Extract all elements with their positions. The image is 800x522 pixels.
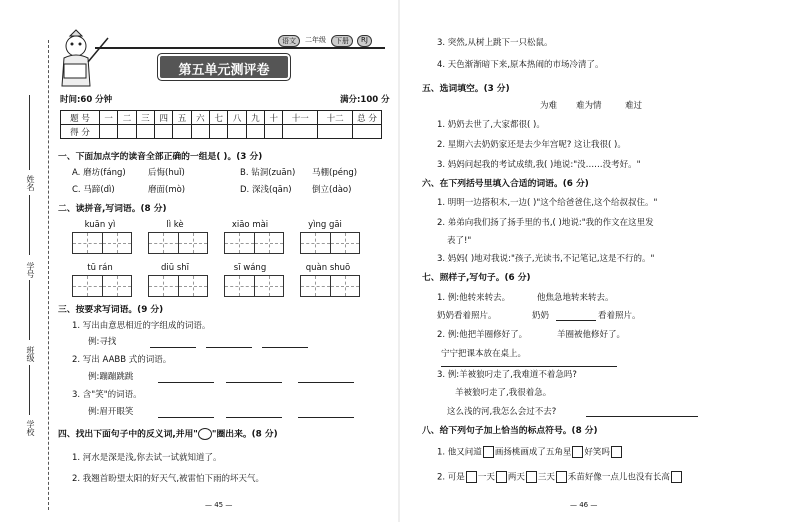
score-input-cell[interactable] <box>318 125 353 139</box>
answer-line[interactable] <box>158 382 214 383</box>
q3-example1: 例:寻找 <box>88 337 117 347</box>
pinyin-label: kuān yì <box>84 220 116 230</box>
badge-subject: 语文 <box>278 35 300 47</box>
q7-example3-answer: 羊被狼叼走了,我很着急。 <box>455 388 552 398</box>
binding-label-school: 学校 <box>26 420 35 436</box>
binding-line <box>29 365 30 415</box>
score-cell: 十一 <box>283 111 318 125</box>
q7-prompt2: 宁宁把课本放在桌上。 <box>441 349 527 359</box>
score-table <box>60 110 382 139</box>
q3-title: 三、按要求写词语。(9 分) <box>58 305 164 315</box>
q6-sentence1: 1. 明明一边搭积木,一边( )"这个给爸爸住,这个给叔叔住。" <box>437 198 658 208</box>
score-input-cell[interactable] <box>246 125 264 139</box>
binding-line <box>29 95 30 170</box>
score-cell: 八 <box>228 111 246 125</box>
score-input-cell[interactable] <box>283 125 318 139</box>
pinyin-label: yìng gāi <box>308 220 342 230</box>
score-cell: 一 <box>100 111 118 125</box>
q7-example1-answer: 他焦急地转来转去。 <box>537 293 614 303</box>
answer-line[interactable] <box>262 347 308 348</box>
q1-option-b2: 马棚(péng) <box>312 168 358 178</box>
q-top-sentence4: 4. 天色渐渐暗下来,原本热闹的市场冷清了。 <box>437 60 604 70</box>
q1-option-c1: C. 马蹄(dì) <box>72 185 115 195</box>
q5-title: 五、选词填空。(3 分) <box>422 84 510 94</box>
q6-title: 六、在下列括号里填入合适的词语。(6 分) <box>422 179 589 189</box>
writing-grid[interactable] <box>72 275 132 297</box>
q4-title <box>58 428 278 441</box>
student-cartoon-illustration <box>50 28 110 90</box>
q4-sentence1: 1. 河水是深是浅,你去试一试就知道了。 <box>72 453 222 463</box>
score-cell: 九 <box>246 111 264 125</box>
q1-option-a1: A. 磨坊(fáng) <box>72 168 126 178</box>
punctuation-box[interactable] <box>572 446 583 458</box>
binding-label-number: 学号 <box>26 262 35 278</box>
q5-word: 难为情 <box>576 101 602 111</box>
score-label: 满分:100 分 <box>340 95 390 105</box>
page-title: 第五单元测评卷 <box>178 63 270 78</box>
q7-prompt1-start: 奶奶 <box>532 311 550 321</box>
score-input-cell[interactable] <box>136 125 154 139</box>
binding-label-name: 姓名 <box>26 175 35 191</box>
page-number-right: — 46 — <box>570 501 598 509</box>
score-input-cell[interactable] <box>155 125 173 139</box>
punctuation-box[interactable] <box>556 471 567 483</box>
q8-title: 八、给下列句子加上恰当的标点符号。(8 分) <box>422 426 598 436</box>
score-input-cell[interactable] <box>228 125 246 139</box>
q-top-sentence3: 3. 突然,从树上跳下一只松鼠。 <box>437 38 553 48</box>
score-input-cell[interactable] <box>265 125 283 139</box>
badge-term: 下册 <box>331 35 353 47</box>
q3-item1: 1. 写出由意思相近的字组成的词语。 <box>72 321 211 331</box>
score-row-label: 得 分 <box>61 125 100 139</box>
q4-sentence2: 2. 我翘首盼望太阳的好天气,被雷怕下雨的坏天气。 <box>72 474 265 484</box>
pinyin-label: quàn shuō <box>305 263 351 273</box>
header-rule <box>95 47 385 49</box>
q1-option-c2: 磨面(mò) <box>148 185 186 195</box>
q5-sentence2: 2. 星期六去奶奶家还是去少年宫呢? 这让我很( )。 <box>437 140 626 150</box>
binding-line <box>29 195 30 255</box>
q8-s1-part: 1. 他又问道 <box>437 447 482 458</box>
score-input-cell[interactable] <box>100 125 118 139</box>
writing-grid[interactable] <box>148 232 208 254</box>
page-number-left: — 45 — <box>205 501 233 509</box>
q4-title-pre: 四、找出下面句子中的反义词,并用" <box>58 429 198 440</box>
answer-line[interactable] <box>158 417 214 418</box>
score-cell: 五 <box>173 111 191 125</box>
q8-s2-part: 2. 可是 <box>437 472 465 483</box>
q3-example3: 例:眉开眼笑 <box>88 407 134 417</box>
badge-edition: RJ <box>357 35 372 47</box>
q5-word: 为难 <box>540 101 558 111</box>
pinyin-label: diū shī <box>160 263 190 273</box>
time-label: 时间:60 分钟 <box>60 95 113 105</box>
score-input-cell[interactable] <box>210 125 228 139</box>
score-cell: 总 分 <box>353 111 382 125</box>
q5-sentence3: 3. 妈妈问起我的考试成绩,我( )地说:"没……没考好。" <box>437 160 641 170</box>
pinyin-label: lì kè <box>166 220 184 230</box>
answer-line[interactable] <box>206 347 252 348</box>
pinyin-label: xiāo mài <box>231 220 269 230</box>
score-cell: 六 <box>191 111 209 125</box>
writing-grid[interactable] <box>72 232 132 254</box>
q8-sentence2 <box>437 471 683 484</box>
q7-example1: 1. 例:他转来转去。 <box>437 293 511 303</box>
badge-grade: 二年级 <box>305 36 326 44</box>
q7-prompt1: 奶奶看着照片。 <box>437 311 497 321</box>
q6-sentence2a: 2. 弟弟向我们扬了扬手里的书,( )地说:"我的作文在这里发 <box>437 218 654 228</box>
q1-option-b1: B. 钻洞(zuān) <box>240 168 296 178</box>
q8-s2-part: 一天 <box>477 472 495 483</box>
answer-line[interactable] <box>586 416 698 417</box>
writing-grid[interactable] <box>148 275 208 297</box>
q7-prompt1-end: 看着照片。 <box>598 311 641 321</box>
binding-label-class: 班级 <box>26 346 35 362</box>
q6-sentence3: 3. 妈妈( )地对我说:"孩子,光读书,不记笔记,这是不行的。" <box>437 254 655 264</box>
q7-example2: 2. 例:他把羊圈修好了。 <box>437 330 528 340</box>
circle-icon <box>198 428 212 440</box>
punctuation-box[interactable] <box>611 446 622 458</box>
score-input-cell[interactable] <box>353 125 382 139</box>
q8-s2-part: 三天 <box>537 472 555 483</box>
answer-line[interactable] <box>226 382 282 383</box>
score-cell: 三 <box>136 111 154 125</box>
q1-option-d2: 倒立(dào) <box>312 185 352 195</box>
punctuation-box[interactable] <box>483 446 494 458</box>
q2-title: 二、读拼音,写词语。(8 分) <box>58 204 167 214</box>
q8-s2-part: 两天 <box>507 472 525 483</box>
answer-line[interactable] <box>150 347 196 348</box>
writing-grid[interactable] <box>300 232 360 254</box>
answer-line[interactable] <box>441 366 617 367</box>
q1-option-a2: 后悔(huǐ) <box>148 168 185 178</box>
punctuation-box[interactable] <box>496 471 507 483</box>
binding-line <box>29 280 30 340</box>
q3-item2: 2. 写出 AABB 式的词语。 <box>72 355 172 365</box>
punctuation-box[interactable] <box>466 471 477 483</box>
q8-s2-part: 禾苗好像一点儿也没有长高 <box>567 472 670 483</box>
writing-grid[interactable] <box>300 275 360 297</box>
punctuation-box[interactable] <box>671 471 682 483</box>
answer-line[interactable] <box>556 320 596 321</box>
score-cell: 四 <box>155 111 173 125</box>
writing-grid[interactable] <box>224 275 284 297</box>
q6-sentence2b: 表了!" <box>447 236 472 246</box>
q8-s1-part: 好笑吗 <box>584 447 610 458</box>
q5-word: 难过 <box>625 101 643 111</box>
q8-sentence1 <box>437 446 623 459</box>
q7-example2-answer: 羊圈被他修好了。 <box>557 330 626 340</box>
score-table-header-row <box>61 111 382 125</box>
q1-option-d1: D. 深浅(qān) <box>240 185 292 195</box>
q7-example3: 3. 例:羊被狼叼走了,我难道不着急吗? <box>437 370 577 380</box>
pinyin-label: tū rán <box>87 263 113 273</box>
score-cell: 题 号 <box>61 111 100 125</box>
q4-title-post: "圈出来。(8 分) <box>211 429 278 440</box>
answer-line[interactable] <box>226 417 282 418</box>
score-cell: 十 <box>265 111 283 125</box>
score-cell: 七 <box>210 111 228 125</box>
q3-item3: 3. 含"笑"的词语。 <box>72 390 142 400</box>
score-input-cell[interactable] <box>118 125 136 139</box>
punctuation-box[interactable] <box>526 471 537 483</box>
q7-prompt3: 这么浅的河,我怎么会过不去? <box>447 407 557 417</box>
q3-example2: 例:蹦蹦跳跳 <box>88 372 134 382</box>
answer-line[interactable] <box>298 417 354 418</box>
answer-line[interactable] <box>298 382 354 383</box>
score-cell: 十二 <box>318 111 353 125</box>
score-input-cell[interactable] <box>191 125 209 139</box>
score-cell: 二 <box>118 111 136 125</box>
writing-grid[interactable] <box>224 232 284 254</box>
q7-title: 七、照样子,写句子。(6 分) <box>422 273 531 283</box>
score-input-cell[interactable] <box>173 125 191 139</box>
q1-title: 一、下面加点字的读音全部正确的一组是( )。(3 分) <box>58 152 263 162</box>
header-badges <box>278 35 372 47</box>
q5-sentence1: 1. 奶奶去世了,大家都很( )。 <box>437 120 545 130</box>
score-table-score-row <box>61 125 382 139</box>
q8-s1-part: 画扬桃画成了五角星 <box>494 447 572 458</box>
page-divider <box>398 0 400 522</box>
pinyin-label: sī wáng <box>233 263 267 273</box>
